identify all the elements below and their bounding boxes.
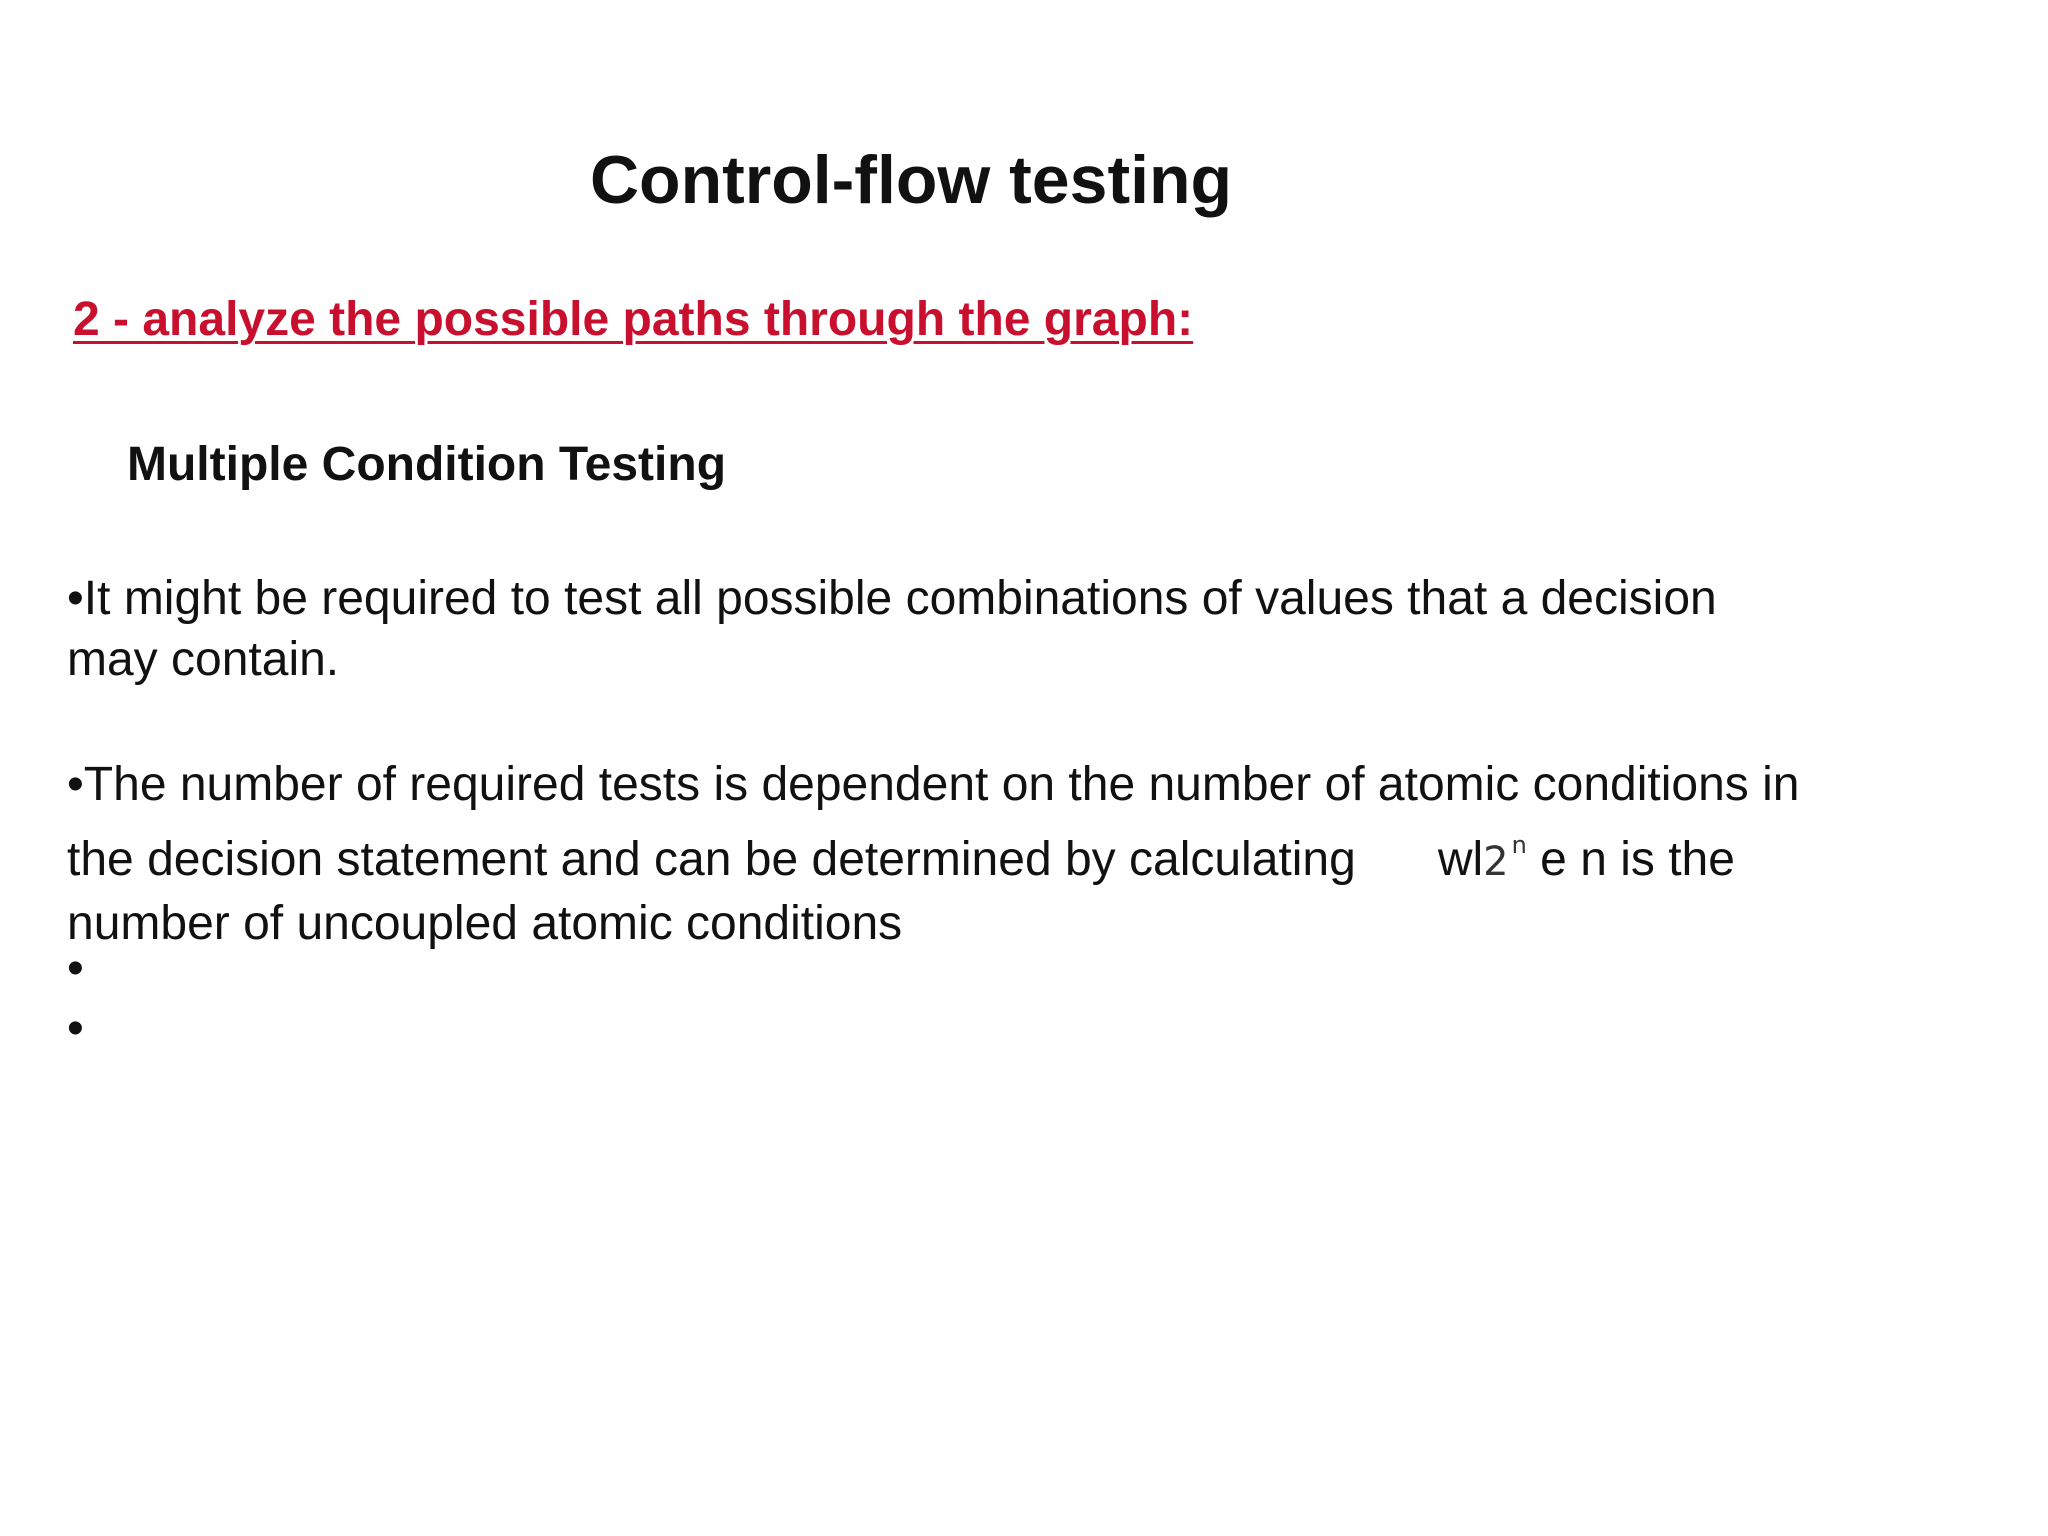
formula-2-power-n (1483, 815, 1527, 893)
bullet-paragraph-combinations (67, 568, 1987, 690)
bullet-paragraph-required-tests (67, 754, 1987, 954)
paragraph-line: •The number of required tests is dependent on the number of atomic conditions in (67, 758, 1800, 811)
paragraph-line: may contain. (67, 633, 340, 686)
formula-exponent: n (1511, 831, 1527, 859)
slide-title: Control-flow testing (589, 142, 1233, 218)
paragraph-line: the decision statement and can be determined by calculating (67, 833, 1356, 886)
paragraph-line: •It might be required to test all possible combinations of values that a decision (67, 572, 1717, 625)
paragraph-fragment: e n is the (1540, 833, 1735, 886)
formula-base: 2 (1483, 839, 1509, 885)
paragraph-line: number of uncoupled atomic conditions (67, 897, 903, 950)
empty-bullet: • (67, 942, 84, 995)
paragraph-fragment: wl (1437, 833, 1484, 886)
sub-heading: Multiple Condition Testing (127, 438, 727, 491)
empty-bullet: • (67, 1002, 84, 1055)
section-heading: 2 - analyze the possible paths through the graph: (73, 293, 1194, 346)
